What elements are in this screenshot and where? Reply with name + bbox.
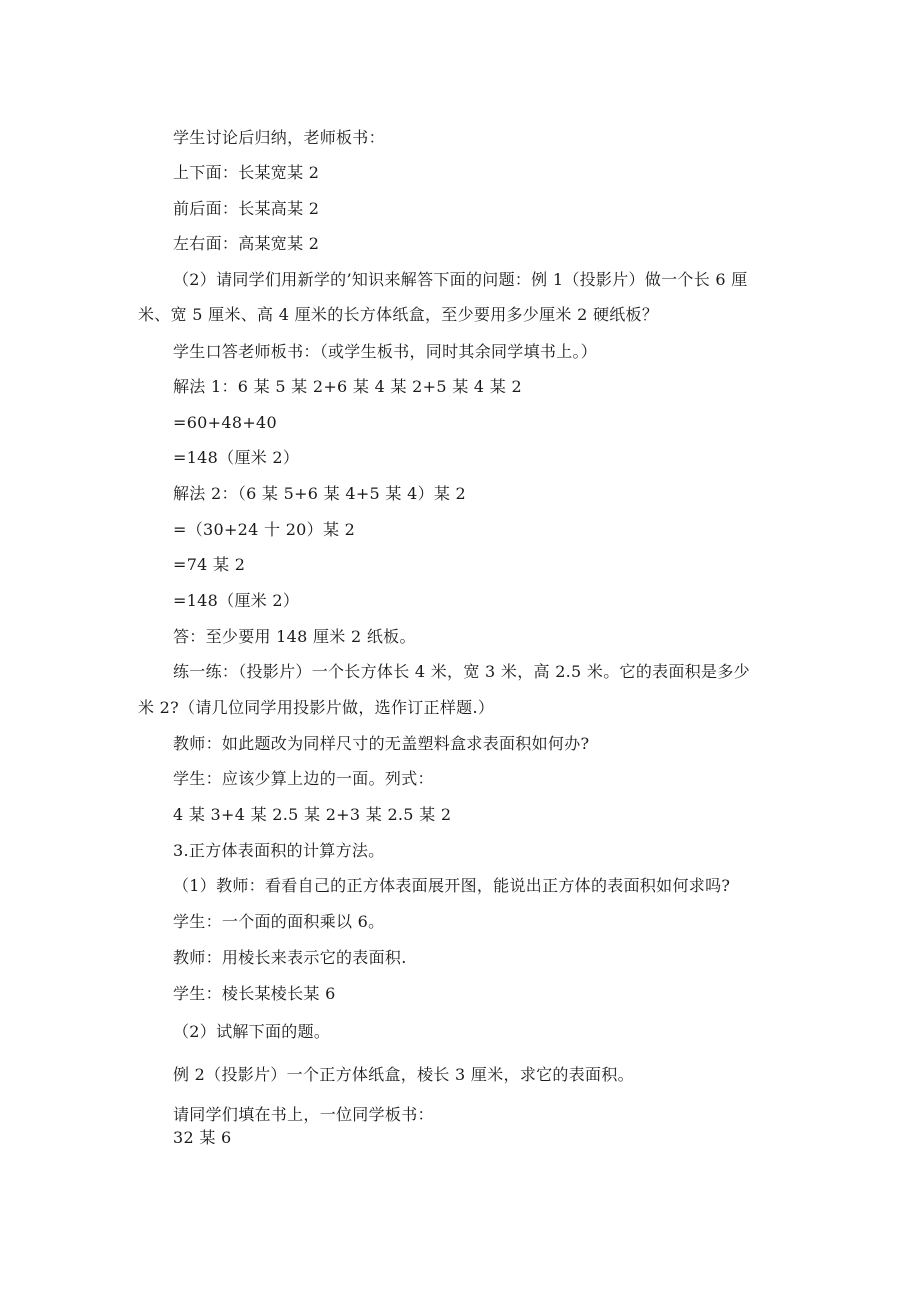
text-line: 学生讨论后归纳，老师板书： <box>173 128 385 147</box>
text-line: =74 某 2 <box>173 555 246 574</box>
text-line: 练一练：（投影片）一个长方体长 4 米，宽 3 米，高 2.5 米。它的表面积是多少 <box>173 662 750 681</box>
text-line: 3.正方体表面积的计算方法。 <box>173 841 385 860</box>
text-line: （2）请同学们用新学的’知识来解答下面的问题：例 1（投影片）做一个长 6 厘 <box>173 270 748 289</box>
text-line: 教师：用棱长来表示它的表面积. <box>173 948 407 967</box>
text-line: 学生：应该少算上边的一面。列式： <box>173 769 434 788</box>
text-line: 教师：如此题改为同样尺寸的无盖塑料盒求表面积如何办? <box>173 734 590 753</box>
text-line: 学生：一个面的面积乘以 6。 <box>173 912 385 931</box>
text-line: 答：至少要用 148 厘米 2 纸板。 <box>173 627 416 646</box>
text-line: =148（厘米 2） <box>173 591 300 610</box>
text-line: 学生口答老师板书：（或学生板书，同时其余同学填书上。） <box>173 342 598 361</box>
text-line: 左右面：高某宽某 2 <box>173 234 320 253</box>
text-line: （2）试解下面的题。 <box>173 1022 331 1041</box>
text-line: 32 某 6 <box>173 1128 232 1147</box>
text-line: 米 2?（请几位同学用投影片做，选作订正样题.） <box>138 698 495 717</box>
text-line: 前后面：长某高某 2 <box>173 199 320 218</box>
text-line: 上下面：长某宽某 2 <box>173 163 320 182</box>
text-line: =148（厘米 2） <box>173 448 300 467</box>
text-line: 解法 2：（6 某 5+6 某 4+5 某 4）某 2 <box>173 484 467 503</box>
text-line: 请同学们填在书上，一位同学板书： <box>173 1105 434 1124</box>
text-line: 学生：棱长某棱长某 6 <box>173 984 336 1003</box>
text-line: 4 某 3+4 某 2.5 某 2+3 某 2.5 某 2 <box>173 805 452 824</box>
text-line: =60+48+40 <box>173 413 277 432</box>
text-line: 例 2（投影片）一个正方体纸盒，棱长 3 厘米，求它的表面积。 <box>173 1065 634 1084</box>
text-line: 解法 1：6 某 5 某 2+6 某 4 某 2+5 某 4 某 2 <box>173 377 522 396</box>
text-line: 米、宽 5 厘米、高 4 厘米的长方体纸盒，至少要用多少厘米 2 硬纸板？ <box>138 305 659 324</box>
text-line: =（30+24 十 20）某 2 <box>173 520 356 539</box>
text-line: （1）教师：看看自己的正方体表面展开图，能说出正方体的表面积如何求吗? <box>173 876 731 895</box>
